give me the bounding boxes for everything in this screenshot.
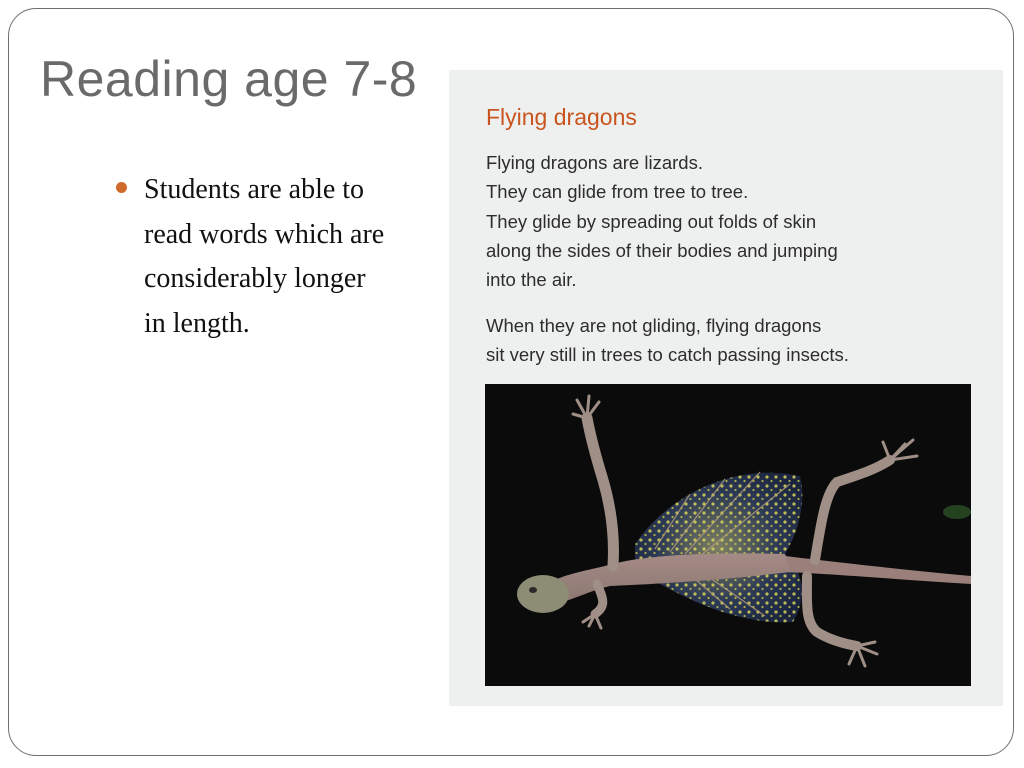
text-line: sit very still in trees to catch passing insects.	[486, 344, 849, 366]
text-line: They can glide from tree to tree.	[486, 181, 749, 203]
text-line: along the sides of their bodies and jumping	[486, 239, 838, 261]
bullet-dot-icon	[116, 182, 127, 193]
slide-title: Reading age 7-8	[40, 51, 418, 107]
book-page-paragraph-2	[486, 311, 849, 370]
book-page-paragraph-1	[486, 148, 838, 294]
book-page-heading: Flying dragons	[486, 104, 637, 130]
bullet-text: Students are able to read words which are considerably longer in length.	[144, 174, 385, 339]
lizard-photo	[485, 384, 971, 686]
text-line: into the air.	[486, 269, 577, 291]
text-line: Flying dragons are lizards.	[486, 152, 703, 173]
flying-dragon-lizard-illustration	[485, 384, 971, 686]
bullet-list	[116, 168, 386, 346]
text-line: They glide by spreading out folds of skin	[486, 210, 817, 232]
text-line: When they are not gliding, flying dragons	[486, 315, 822, 336]
bullet-item	[116, 168, 386, 346]
book-page-image	[449, 70, 1003, 706]
